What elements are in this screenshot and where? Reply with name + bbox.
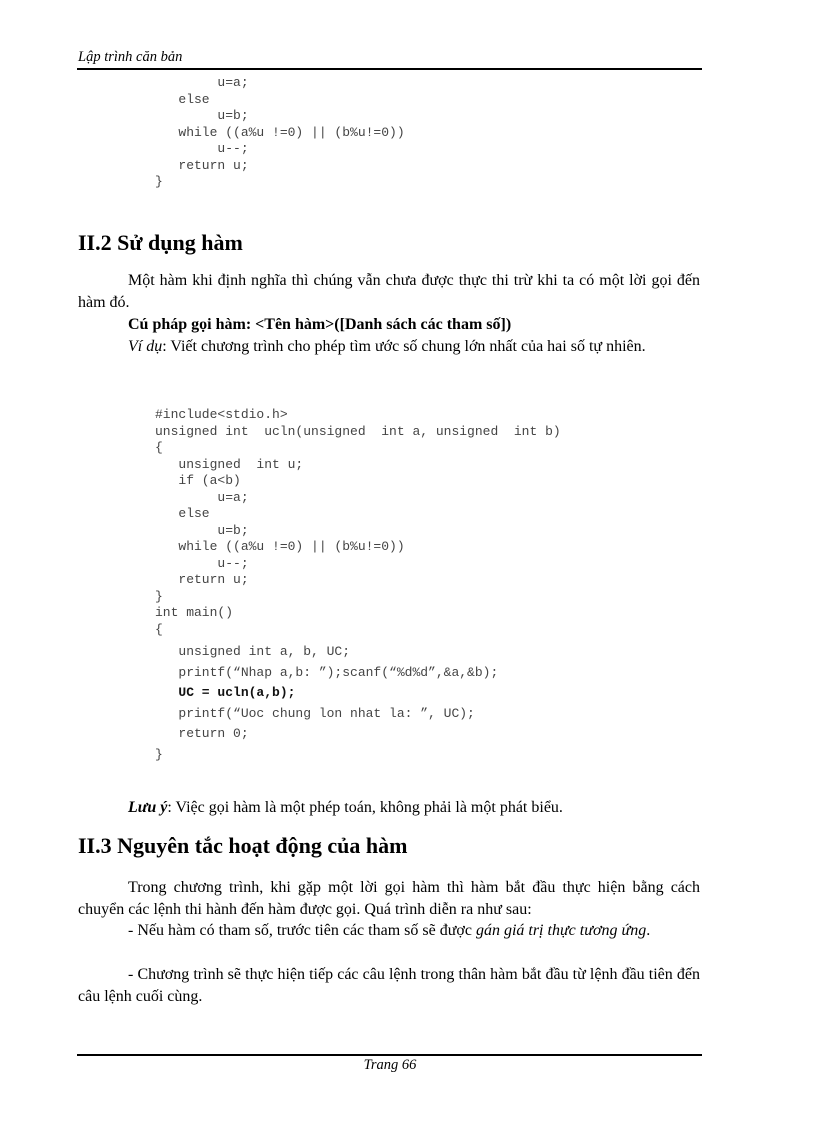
code-line: u=a;: [155, 75, 249, 90]
code-main-part1: [155, 407, 561, 638]
code-line: return u;: [155, 157, 249, 173]
code-line: }: [155, 746, 163, 762]
section-title-2-3: II.3 Nguyên tắc hoạt động của hàm: [78, 833, 408, 858]
note-paragraph: [78, 797, 700, 819]
code-line: return u;: [155, 572, 249, 587]
code-line: while ((a%u !=0) || (b%u!=0)): [155, 124, 405, 140]
bullet-2: - Chương trình sẽ thực hiện tiếp các câu lệnh trong thân hàm bắt đầu từ lệnh đầu tiên đến câu lệnh cuối cùng.: [78, 966, 700, 1005]
code-line: #include<stdio.h>: [155, 407, 288, 422]
code-line: u=a;: [155, 489, 249, 505]
code-line: unsigned int a, b, UC;: [155, 644, 351, 659]
code-line: while ((a%u !=0) || (b%u!=0)): [155, 539, 405, 554]
code-line: int main(): [155, 605, 234, 620]
example-text: : Viết chương trình cho phép tìm ước số chung lớn nhất của hai số tự nhiên.: [162, 338, 646, 355]
code-block-top: [155, 75, 405, 191]
code-main-part3: [155, 704, 561, 766]
footer-rule: [77, 1054, 702, 1056]
page-number: Trang 66: [363, 1057, 417, 1073]
call-syntax: Cú pháp gọi hàm: <Tên hàm>([Danh sách các tham số]): [128, 316, 512, 333]
code-line: return 0;: [155, 726, 249, 741]
code-line: {: [155, 621, 163, 637]
running-header: Lập trình căn bản: [78, 49, 183, 65]
code-line: }: [155, 588, 163, 604]
code-line: printf(“Nhap a,b: ”);scanf(“%d%d”,&a,&b);: [155, 664, 499, 680]
note-label: Lưu ý: [128, 799, 168, 816]
section-title-2-2: II.2 Sử dụng hàm: [78, 230, 243, 255]
example-label: Ví dụ: [128, 338, 163, 355]
example-paragraph: [78, 336, 700, 358]
code-block-main: [155, 407, 561, 765]
code-line: {: [155, 440, 163, 455]
code-main-part2: [155, 642, 561, 683]
code-line: u--;: [155, 141, 249, 156]
note-text: : Việc gọi hàm là một phép toán, không phải là một phát biểu.: [167, 799, 563, 816]
bullet-1: - Nếu hàm có tham số, trước tiên các tham số sẽ được gán giá trị thực tương ứng.: [128, 922, 651, 939]
code-line: unsigned int u;: [155, 456, 304, 472]
code-line: else: [155, 506, 210, 521]
code-line: }: [155, 174, 163, 189]
code-main-bold-line: UC = ucln(a,b);: [155, 685, 296, 700]
code-line: u=b;: [155, 522, 249, 538]
section-2-3-paragraph: Trong chương trình, khi gặp một lời gọi hàm thì hàm bắt đầu thực hiện bằng cách chuyển các lệnh thi hành đến hàm được gọi. Quá trình diễn ra như sau:: [78, 879, 700, 918]
code-line: if (a<b): [155, 473, 241, 488]
code-line: printf(“Uoc chung lon nhat la: ”, UC);: [155, 705, 475, 721]
code-line: u--;: [155, 555, 249, 571]
code-line: u=b;: [155, 108, 249, 123]
code-line: unsigned int ucln(unsigned int a, unsigned int b): [155, 423, 561, 439]
code-line: else: [155, 91, 210, 107]
section-2-2-paragraph: Một hàm khi định nghĩa thì chúng vẫn chưa được thực thi trừ khi ta có một lời gọi đến hàm đó.: [78, 272, 700, 311]
header-rule: [77, 68, 702, 70]
